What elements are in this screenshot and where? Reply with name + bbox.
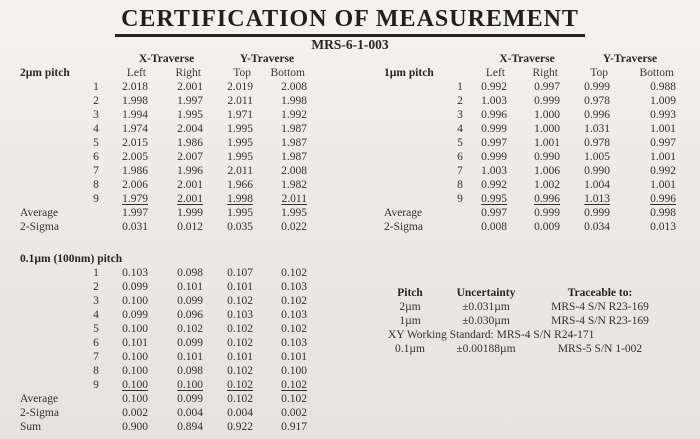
- summary-label: Average: [20, 207, 59, 219]
- measurement-value: 1.982: [281, 179, 307, 191]
- traceability-row-01um: [378, 342, 670, 356]
- measurement-table-01um-pitch: [14, 252, 307, 434]
- spacer-cell: [14, 336, 86, 350]
- summary-value: 0.012: [177, 221, 203, 233]
- measurement-value: 2.008: [281, 81, 307, 93]
- row-number: 9: [93, 193, 99, 205]
- measurement-row: [378, 108, 676, 122]
- measurement-row: [378, 192, 676, 206]
- measurement-value: 1.000: [534, 109, 560, 121]
- measurement-value: 2.005: [122, 151, 148, 163]
- spacer-cell: [14, 178, 86, 192]
- measurement-value: 0.997: [481, 137, 507, 149]
- row-number: 7: [93, 351, 99, 363]
- measurement-value: 0.102: [227, 337, 253, 349]
- measurement-row: [378, 178, 676, 192]
- summary-label: 2-Sigma: [20, 407, 59, 419]
- measurement-value: 2.006: [122, 179, 148, 191]
- spacer-cell: [378, 52, 450, 66]
- axis-header-row: [14, 52, 307, 66]
- summary-row: [14, 392, 307, 406]
- row-number: 4: [93, 309, 99, 321]
- summary-label: Sum: [20, 421, 42, 433]
- measurement-row: [14, 192, 307, 206]
- row-number: 4: [93, 123, 99, 135]
- row-number: 1: [93, 81, 99, 93]
- summary-value: 0.002: [122, 407, 148, 419]
- measurement-value: 1.998: [281, 95, 307, 107]
- measurement-value: 0.100: [122, 351, 148, 363]
- table-1um-grid: [378, 52, 676, 234]
- summary-row: [378, 206, 676, 220]
- measurement-row: [14, 136, 307, 150]
- summary-label: 2-Sigma: [20, 221, 59, 233]
- title-wrap: [0, 6, 700, 37]
- summary-value: 0.102: [281, 393, 307, 405]
- col-header-bottom: Bottom: [639, 67, 674, 79]
- summary-value: 0.900: [122, 421, 148, 433]
- summary-value: 0.004: [177, 407, 203, 419]
- measurement-value: 2.007: [177, 151, 203, 163]
- measurement-row: [14, 164, 307, 178]
- measurement-value: 1.998: [122, 95, 148, 107]
- measurement-value: 2.001: [177, 179, 203, 191]
- measurement-row: [14, 108, 307, 122]
- axis-header-row: [378, 52, 676, 66]
- measurement-value: 1.987: [281, 137, 307, 149]
- uncertainty-column-header: Uncertainty: [456, 287, 516, 299]
- spacer-cell: [14, 80, 86, 94]
- row-number: 1: [457, 81, 463, 93]
- row-number: 2: [93, 95, 99, 107]
- summary-value: 0.922: [227, 421, 253, 433]
- measurement-value: 2.011: [281, 193, 307, 205]
- measurement-value: 0.992: [481, 179, 507, 191]
- spacer-cell: [378, 108, 450, 122]
- spacer-cell: [378, 150, 450, 164]
- measurement-value: 0.102: [227, 295, 253, 307]
- col-header-right: Right: [175, 67, 201, 79]
- measurement-value: 1.971: [227, 109, 253, 121]
- summary-value: 0.035: [227, 221, 253, 233]
- measurement-row: [14, 122, 307, 136]
- summary-value: 1.999: [177, 207, 203, 219]
- spacer-cell: [378, 178, 450, 192]
- spacer-cell: [86, 206, 106, 220]
- measurement-value: 0.100: [122, 379, 148, 391]
- measurement-value: 2.011: [227, 95, 253, 107]
- spacer-cell: [14, 136, 86, 150]
- summary-value: 1.995: [281, 207, 307, 219]
- row-number: 3: [93, 295, 99, 307]
- x-traverse-header: X-Traverse: [138, 53, 195, 65]
- pitch-value: 1µm: [399, 315, 421, 327]
- measurement-value: 0.098: [177, 267, 203, 279]
- row-number: 1: [93, 267, 99, 279]
- column-header-row: [378, 66, 676, 80]
- measurement-row: [378, 80, 676, 94]
- measurement-value: 1.986: [122, 165, 148, 177]
- spacer-cell: [14, 378, 86, 392]
- measurement-value: 0.103: [122, 267, 148, 279]
- measurement-value: 0.100: [281, 365, 307, 377]
- measurement-value: 0.099: [177, 295, 203, 307]
- spacer-cell: [14, 308, 86, 322]
- measurement-value: 2.001: [177, 81, 203, 93]
- document-id: MRS-6-1-003: [311, 37, 389, 52]
- measurement-value: 2.019: [227, 81, 253, 93]
- row-number: 9: [457, 193, 463, 205]
- measurement-row: [14, 150, 307, 164]
- measurement-row: [14, 336, 307, 350]
- pitch-label: 2µm pitch: [20, 67, 70, 79]
- spacer-cell: [86, 420, 106, 434]
- summary-value: 1.995: [227, 207, 253, 219]
- summary-value: 0.008: [481, 221, 507, 233]
- measurement-value: 0.999: [534, 95, 560, 107]
- measurement-value: 0.103: [281, 337, 307, 349]
- measurement-value: 0.099: [177, 337, 203, 349]
- row-number: 4: [457, 123, 463, 135]
- row-number: 3: [457, 109, 463, 121]
- spacer-cell: [450, 206, 470, 220]
- measurement-value: 1.013: [584, 193, 610, 205]
- measurement-value: 0.100: [122, 323, 148, 335]
- measurement-value: 1.003: [481, 95, 507, 107]
- measurement-value: 0.996: [481, 109, 507, 121]
- measurement-value: 0.102: [281, 267, 307, 279]
- traceable-to-column-header: Traceable to:: [567, 287, 633, 299]
- measurement-value: 0.997: [534, 81, 560, 93]
- measurement-value: 0.997: [650, 137, 676, 149]
- spacer-cell: [14, 280, 86, 294]
- measurement-value: 0.099: [122, 281, 148, 293]
- summary-value: 0.100: [122, 393, 148, 405]
- spacer-cell: [14, 94, 86, 108]
- summary-value: 0.999: [584, 207, 610, 219]
- measurement-row: [14, 178, 307, 192]
- working-standard-note: XY Working Standard: MRS-4 S/N R24-171: [388, 329, 595, 341]
- measurement-value: 0.100: [122, 365, 148, 377]
- measurement-value: 0.101: [227, 351, 253, 363]
- traceability-header-row: [378, 286, 670, 300]
- measurement-row: [378, 136, 676, 150]
- summary-value: 1.997: [122, 207, 148, 219]
- measurement-value: 0.102: [227, 365, 253, 377]
- spacer-cell: [86, 52, 106, 66]
- measurement-value: 2.001: [177, 193, 203, 205]
- measurement-value: 1.002: [534, 179, 560, 191]
- col-header-left: Left: [126, 67, 146, 79]
- summary-row: [14, 220, 307, 234]
- uncertainty-value: ±0.00188µm: [456, 343, 516, 355]
- working-standard-row: [378, 328, 670, 342]
- spacer-cell: [86, 392, 106, 406]
- measurement-value: 1.001: [650, 179, 676, 191]
- summary-label: Average: [20, 393, 59, 405]
- spacer-cell: [14, 350, 86, 364]
- row-number: 5: [93, 323, 99, 335]
- measurement-value: 1.995: [227, 123, 253, 135]
- measurement-row: [14, 308, 307, 322]
- summary-value: 0.997: [481, 207, 507, 219]
- measurement-value: 1.997: [177, 95, 203, 107]
- measurement-value: 0.102: [281, 379, 307, 391]
- measurement-value: 0.990: [584, 165, 610, 177]
- row-number: 2: [457, 95, 463, 107]
- measurement-value: 1.995: [227, 151, 253, 163]
- measurement-row: [14, 94, 307, 108]
- measurement-value: 0.978: [584, 95, 610, 107]
- col-header-right: Right: [532, 67, 558, 79]
- traceability-row-2um: [378, 300, 670, 314]
- measurement-value: 1.031: [584, 123, 610, 135]
- summary-value: 0.999: [534, 207, 560, 219]
- measurement-value: 1.004: [584, 179, 610, 191]
- measurement-value: 0.999: [584, 81, 610, 93]
- spacer-cell: [14, 108, 86, 122]
- col-header-top: Top: [233, 67, 251, 79]
- spacer-cell: [14, 322, 86, 336]
- spacer-cell: [86, 220, 106, 234]
- measurement-value: 1.998: [227, 193, 253, 205]
- spacer-cell: [14, 122, 86, 136]
- summary-label: 2-Sigma: [384, 221, 423, 233]
- spacer-cell: [14, 266, 86, 280]
- summary-row: [378, 220, 676, 234]
- table-2um-grid: [14, 52, 307, 234]
- summary-value: 0.022: [281, 221, 307, 233]
- measurement-value: 0.102: [227, 323, 253, 335]
- measurement-value: 1.987: [281, 123, 307, 135]
- measurement-value: 0.101: [281, 351, 307, 363]
- row-number: 7: [457, 165, 463, 177]
- measurement-value: 1.979: [122, 193, 148, 205]
- measurement-value: 1.986: [177, 137, 203, 149]
- row-number: 6: [457, 151, 463, 163]
- measurement-value: 1.009: [650, 95, 676, 107]
- measurement-value: 0.999: [481, 123, 507, 135]
- pitch-value: 0.1µm: [395, 343, 425, 355]
- y-traverse-header: Y-Traverse: [602, 53, 658, 65]
- row-number: 6: [93, 151, 99, 163]
- measurement-value: 1.006: [534, 165, 560, 177]
- measurement-value: 1.003: [481, 165, 507, 177]
- spacer-cell: [14, 294, 86, 308]
- traceability-row-1um: [378, 314, 670, 328]
- row-number: 8: [93, 365, 99, 377]
- table-01um-grid: [14, 252, 307, 434]
- measurement-value: 0.102: [227, 379, 253, 391]
- spacer-cell: [378, 122, 450, 136]
- measurement-value: 0.988: [650, 81, 676, 93]
- pitch-label: 0.1µm (100nm) pitch: [20, 253, 123, 265]
- measurement-value: 0.996: [584, 109, 610, 121]
- summary-row: [14, 420, 307, 434]
- measurement-value: 2.004: [177, 123, 203, 135]
- page-title: CERTIFICATION OF MEASUREMENT: [115, 6, 585, 37]
- y-traverse-header: Y-Traverse: [239, 53, 295, 65]
- measurement-value: 0.103: [281, 281, 307, 293]
- measurement-row: [14, 280, 307, 294]
- measurement-value: 1.992: [281, 109, 307, 121]
- measurement-value: 1.005: [584, 151, 610, 163]
- summary-row: [14, 406, 307, 420]
- measurement-value: 0.101: [177, 281, 203, 293]
- pitch-value: 2µm: [399, 301, 421, 313]
- measurement-value: 0.996: [534, 193, 560, 205]
- measurement-value: 0.107: [227, 267, 253, 279]
- measurement-value: 1.000: [534, 123, 560, 135]
- measurement-row: [378, 164, 676, 178]
- row-number: 8: [93, 179, 99, 191]
- measurement-value: 0.996: [650, 193, 676, 205]
- traceable-to-value: MRS-4 S/N R23-169: [551, 301, 649, 313]
- summary-value: 0.917: [281, 421, 307, 433]
- measurement-value: 1.987: [281, 151, 307, 163]
- summary-value: 0.894: [177, 421, 203, 433]
- row-number: 2: [93, 281, 99, 293]
- spacer-cell: [86, 66, 106, 80]
- spacer-cell: [378, 192, 450, 206]
- measurement-table-1um-pitch: [378, 52, 676, 234]
- row-number: 8: [457, 179, 463, 191]
- traceable-to-value: MRS-5 S/N 1-002: [557, 343, 643, 355]
- measurement-row: [14, 322, 307, 336]
- measurement-value: 2.011: [227, 165, 253, 177]
- measurement-value: 0.101: [122, 337, 148, 349]
- summary-value: 0.013: [650, 221, 676, 233]
- measurement-value: 2.018: [122, 81, 148, 93]
- spacer-cell: [378, 80, 450, 94]
- measurement-value: 0.098: [177, 365, 203, 377]
- measurement-value: 1.996: [177, 165, 203, 177]
- spacer-cell: [378, 136, 450, 150]
- summary-value: 0.004: [227, 407, 253, 419]
- measurement-value: 0.102: [281, 295, 307, 307]
- column-header-row: [14, 66, 307, 80]
- measurement-value: 0.999: [481, 151, 507, 163]
- measurement-row: [14, 364, 307, 378]
- measurement-value: 0.102: [177, 323, 203, 335]
- row-number: 5: [93, 137, 99, 149]
- summary-value: 0.031: [122, 221, 148, 233]
- measurement-row: [14, 378, 307, 392]
- spacer-cell: [14, 364, 86, 378]
- measurement-value: 0.995: [481, 193, 507, 205]
- spacer-cell: [378, 164, 450, 178]
- summary-value: 0.998: [650, 207, 676, 219]
- measurement-value: 0.100: [177, 379, 203, 391]
- measurement-row: [378, 150, 676, 164]
- measurement-value: 0.099: [122, 309, 148, 321]
- spacer-cell: [450, 52, 470, 66]
- measurement-row: [14, 350, 307, 364]
- measurement-value: 1.001: [650, 151, 676, 163]
- spacer-cell: [450, 66, 470, 80]
- summary-value: 0.102: [227, 393, 253, 405]
- row-number: 9: [93, 379, 99, 391]
- measurement-value: 0.102: [281, 323, 307, 335]
- spacer-cell: [86, 406, 106, 420]
- measurement-row: [14, 80, 307, 94]
- col-header-bottom: Bottom: [270, 67, 305, 79]
- summary-label: Average: [384, 207, 423, 219]
- section-heading-row: [14, 252, 307, 266]
- traceable-to-value: MRS-4 S/N R23-169: [551, 315, 649, 327]
- measurement-value: 1.995: [227, 137, 253, 149]
- col-header-top: Top: [590, 67, 608, 79]
- spacer-cell: [14, 52, 86, 66]
- measurement-value: 1.974: [122, 123, 148, 135]
- summary-value: 0.002: [281, 407, 307, 419]
- measurement-value: 0.103: [281, 309, 307, 321]
- traceability-table: [378, 286, 670, 356]
- row-number: 5: [457, 137, 463, 149]
- summary-value: 0.099: [177, 393, 203, 405]
- measurement-value: 0.096: [177, 309, 203, 321]
- measurement-value: 0.100: [122, 295, 148, 307]
- spacer-cell: [14, 164, 86, 178]
- summary-row: [14, 206, 307, 220]
- measurement-value: 0.992: [481, 81, 507, 93]
- measurement-value: 0.101: [177, 351, 203, 363]
- measurement-value: 0.101: [227, 281, 253, 293]
- row-number: 7: [93, 165, 99, 177]
- measurement-value: 1.994: [122, 109, 148, 121]
- pitch-column-header: Pitch: [397, 287, 423, 299]
- measurement-value: 2.015: [122, 137, 148, 149]
- measurement-value: 1.995: [177, 109, 203, 121]
- pitch-label: 1µm pitch: [384, 67, 434, 79]
- summary-value: 0.034: [584, 221, 610, 233]
- uncertainty-value: ±0.030µm: [462, 315, 510, 327]
- row-number: 6: [93, 337, 99, 349]
- measurement-row: [378, 94, 676, 108]
- spacer-cell: [14, 192, 86, 206]
- measurement-row: [14, 266, 307, 280]
- measurement-value: 2.008: [281, 165, 307, 177]
- uncertainty-value: ±0.031µm: [462, 301, 510, 313]
- measurement-value: 1.001: [534, 137, 560, 149]
- measurement-row: [378, 122, 676, 136]
- traceability-block: [378, 286, 670, 356]
- measurement-value: 0.992: [650, 165, 676, 177]
- measurement-table-2um-pitch: [14, 52, 307, 234]
- measurement-value: 0.978: [584, 137, 610, 149]
- col-header-left: Left: [485, 67, 505, 79]
- measurement-value: 1.001: [650, 123, 676, 135]
- measurement-value: 0.103: [227, 309, 253, 321]
- measurement-value: 1.966: [227, 179, 253, 191]
- spacer-cell: [14, 150, 86, 164]
- spacer-cell: [450, 220, 470, 234]
- x-traverse-header: X-Traverse: [499, 53, 555, 65]
- measurement-value: 0.993: [650, 109, 676, 121]
- row-number: 3: [93, 109, 99, 121]
- summary-value: 0.009: [534, 221, 560, 233]
- measurement-value: 0.990: [534, 151, 560, 163]
- spacer-cell: [378, 94, 450, 108]
- measurement-row: [14, 294, 307, 308]
